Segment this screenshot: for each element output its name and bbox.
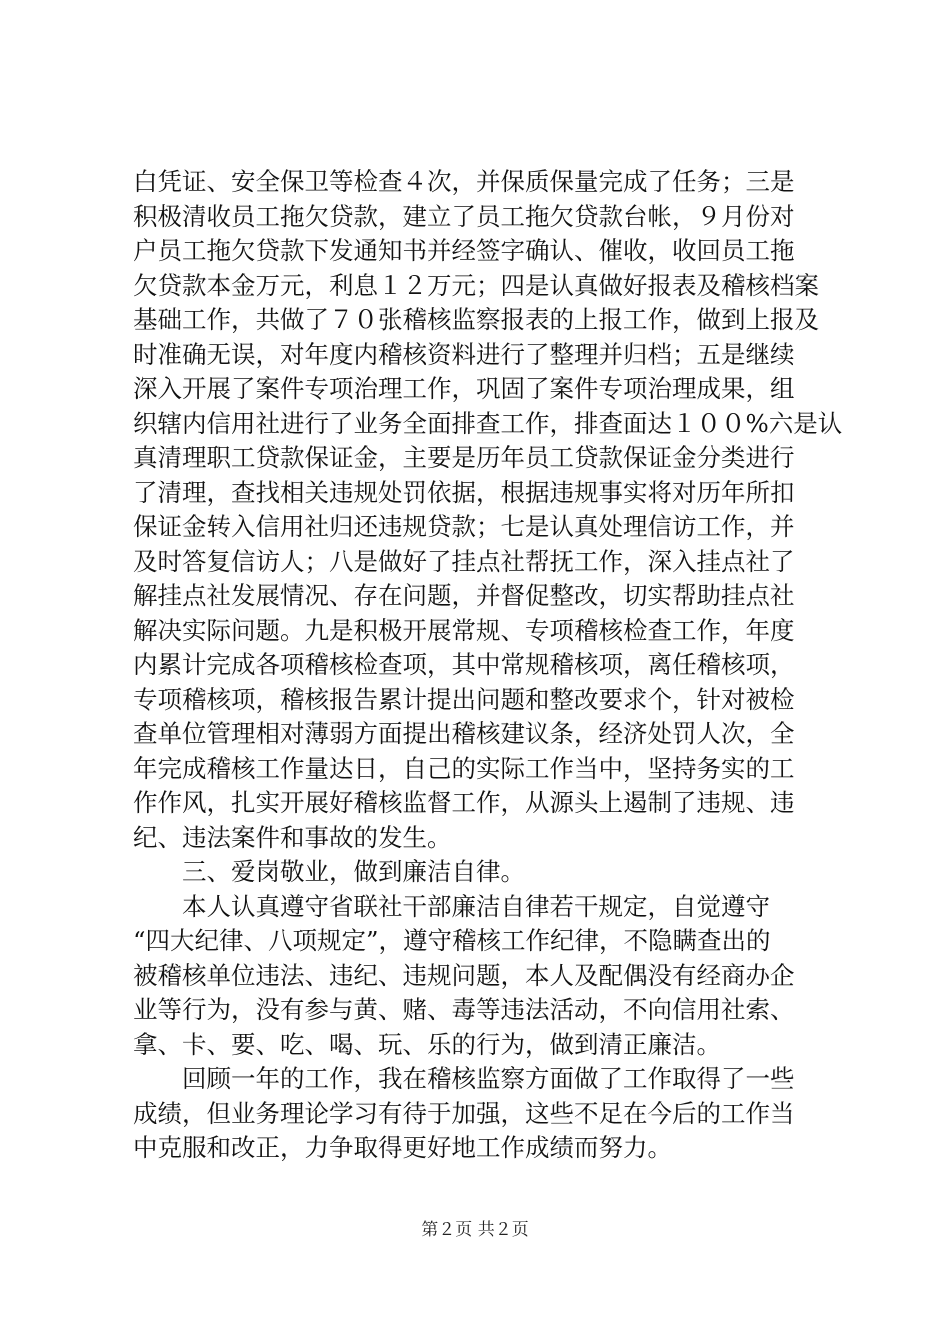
text-line: 成绩，但业务理论学习有待于加强，这些不足在今后的工作当: [133, 1098, 795, 1128]
text-line: 保证金转入信用社归还违规贷款；七是认真处理信访工作，并: [133, 512, 795, 541]
text-line: 欠贷款本金万元，利息１２万元；四是认真做好报表及稽核档案: [133, 270, 819, 300]
text-line: 作作风，扎实开展好稽核监督工作，从源头上遏制了违规、违: [133, 788, 795, 817]
text-line: 被稽核单位违法、违纪、违规问题，本人及配偶没有经商办企: [133, 960, 795, 990]
body-paragraph: [133, 165, 843, 855]
text-line: 解决实际问题。九是积极开展常规、专项稽核检查工作，年度: [133, 615, 795, 645]
text-line: 了清理，查找相关违规处罚依据，根据违规事实将对历年所扣: [133, 477, 795, 507]
text-line: 年完成稽核工作量达日，自己的实际工作当中，坚持务实的工: [133, 753, 795, 783]
text-line: 真清理职工贷款保证金，主要是历年员工贷款保证金分类进行: [133, 443, 795, 472]
text-line: 纪、违法案件和事故的发生。: [133, 822, 452, 852]
text-line: 内累计完成各项稽核检查项，其中常规稽核项，离任稽核项，: [133, 650, 795, 679]
text-line: 解挂点社发展情况、存在问题，并督促整改，切实帮助挂点社: [133, 581, 795, 610]
text-line: 拿、卡、要、吃、喝、玩、乐的行为，做到清正廉洁。: [133, 1029, 721, 1059]
text-line: 回顾一年的工作，我在稽核监察方面做了工作取得了一些: [182, 1064, 795, 1093]
document-body: [133, 165, 843, 1166]
text-line: 查单位管理相对薄弱方面提出稽核建议条，经济处罚人次，全: [133, 719, 795, 748]
text-line: 中克服和改正，力争取得更好地工作成绩而努力。: [133, 1133, 672, 1162]
text-line: 时准确无误，对年度内稽核资料进行了整理并归档；五是继续: [133, 339, 795, 369]
text-line: 专项稽核项，稽核报告累计提出问题和整改要求个，针对被检: [133, 684, 795, 714]
text-line: 基础工作，共做了７０张稽核监察报表的上报工作，做到上报及: [133, 305, 819, 334]
text-line: 白凭证、安全保卫等检查４次，并保质保量完成了任务；三是: [133, 167, 795, 196]
text-line: 业等行为，没有参与黄、赌、毒等违法活动，不向信用社索、: [133, 995, 795, 1024]
text-line: 积极清收员工拖欠贷款，建立了员工拖欠贷款台帐，９月份对: [133, 201, 795, 231]
text-line: 织辖内信用社进行了业务全面排查工作，排查面达１００%六是认: [133, 408, 843, 438]
text-line: 深入开展了案件专项治理工作，巩固了案件专项治理成果，组: [133, 374, 795, 403]
body-paragraph: [133, 890, 819, 1063]
page-footer: 第２页 共２页: [421, 1220, 529, 1240]
body-paragraph: [133, 1062, 819, 1166]
text-line: “四大纪律、八项规定”，遵守稽核工作纪律，不隐瞒查出的: [133, 926, 771, 955]
text-line: 户员工拖欠贷款下发通知书并经签字确认、催收，收回员工拖: [133, 236, 795, 265]
text-line: 本人认真遵守省联社干部廉洁自律若干规定，自觉遵守: [182, 891, 770, 921]
section-heading: 三、爱岗敬业，做到廉洁自律。: [182, 857, 525, 886]
text-line: 及时答复信访人；八是做好了挂点社帮抚工作，深入挂点社了: [133, 546, 795, 576]
